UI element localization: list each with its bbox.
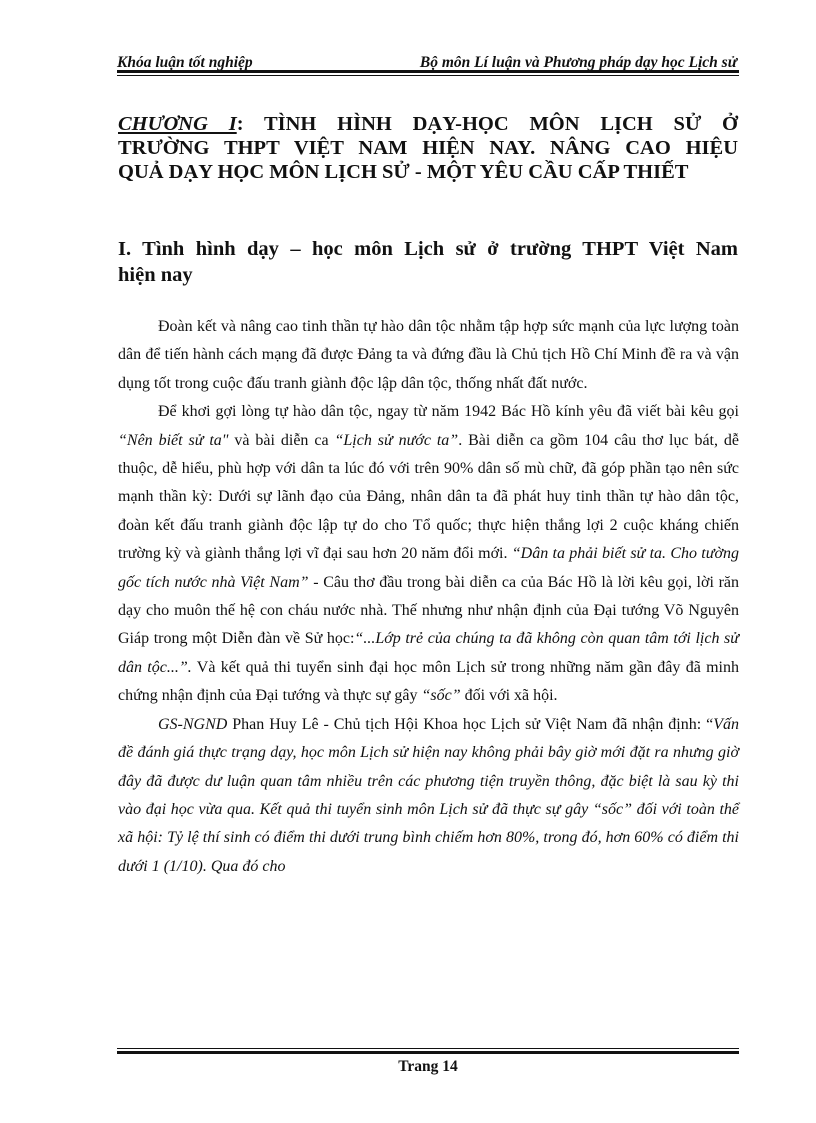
paragraph-2 bbox=[118, 398, 739, 710]
chapter-title bbox=[118, 112, 738, 184]
body-text bbox=[118, 313, 739, 881]
p2-text-c: và bài diễn ca bbox=[228, 431, 335, 449]
p2-text-e: . Bài diễn ca gồm 104 câu thơ lục bát, dễ thuộc, dễ hiểu, phù hợp với dân ta lúc đó với trên 90% dân số mù chữ, đã góp phần tạo nên sức mạnh thần kỳ: Dưới sự lãnh đạo của Đảng, nhân dân ta đã phát huy tinh thần tự hào dân tộc, đoàn kết đấu tranh giành độc lập tự do cho Tổ quốc; thực hiện thắng lợi 2 cuộc kháng chiến trường kỳ và giành thắng lợi vĩ đại sau hơn 20 năm đổi mới. bbox=[118, 431, 740, 563]
running-header bbox=[117, 48, 737, 72]
chapter-title-line-1-rest: : TÌNH HÌNH DẠY-HỌC MÔN LỊCH SỬ Ở bbox=[236, 113, 739, 135]
chapter-title-line-1 bbox=[118, 112, 738, 136]
chapter-label: CHƯƠNG I bbox=[118, 113, 237, 135]
p3-quote: Vấn đề đánh giá thực trạng dạy, học môn Lịch sử hiện nay không phải bây giờ mới đặt ra nhưng giờ đây đã được dư luận quan tâm nhiều trên các phương tiện truyền thông, đặc biệt là sau kỳ thi vào đại học vừa qua. Kết quả thi tuyển sinh môn Lịch sử đã thực sự gây “sốc” đối với toàn thể xã hội: Tỷ lệ thí sinh có điểm thi dưới trung bình chiếm hơn 80%, trong đó, hơn 60% có điểm thi dưới 1 (1/10). Qua đó cho bbox=[118, 715, 739, 875]
header-right-department: Bộ môn Lí luận và Phương pháp dạy học Lịch sử bbox=[419, 54, 737, 71]
p3-title-gs-ngnd: GS-NGND bbox=[158, 715, 228, 733]
paragraph-3 bbox=[118, 711, 739, 881]
p2-text-a: Để khơi gợi lòng tự hào dân tộc, ngay từ năm 1942 Bác Hồ kính yêu đã viết bài kêu gọi bbox=[158, 403, 739, 421]
section-heading bbox=[118, 236, 738, 288]
p2-text-k: đối với xã hội. bbox=[460, 687, 558, 705]
p2-quote-lop-tre: “...Lớp trẻ của chúng ta đã không còn quan tâm tới lịch sử dân tộc...”. bbox=[118, 630, 740, 676]
footer-rule-thin bbox=[117, 1048, 739, 1049]
header-rule-thin bbox=[117, 75, 739, 76]
p2-quote-soc: “sốc” bbox=[421, 687, 461, 705]
header-rule-thick bbox=[117, 70, 739, 73]
footer-rule-thick bbox=[117, 1051, 739, 1054]
paragraph-1: Đoàn kết và nâng cao tinh thần tự hào dân tộc nhằm tập hợp sức mạnh của lực lượng toàn dân để tiến hành cách mạng đã được Đảng ta và đứng đầu là Chủ tịch Hồ Chí Minh đề ra và vận dụng tốt trong cuộc đấu tranh giành độc lập dân tộc, thống nhất đất nước. bbox=[118, 318, 739, 392]
section-heading-line-1: I. Tình hình dạy – học môn Lịch sử ở trường THPT Việt Nam bbox=[118, 238, 738, 260]
chapter-title-line-2: TRƯỜNG THPT VIỆT NAM HIỆN NAY. NÂNG CAO HIỆU bbox=[118, 137, 738, 159]
header-left-title: Khóa luận tốt nghiệp bbox=[117, 54, 253, 71]
p3-text-b: Phan Huy Lê - Chủ tịch Hội Khoa học Lịch sử Việt Nam đã nhận định: “ bbox=[227, 715, 714, 733]
p2-quote-lich-su-nuoc-ta: “Lịch sử nước ta” bbox=[334, 431, 459, 449]
p2-text-g: - Câu thơ đầu trong bài diễn ca của Bác Hồ là lời kêu gọi, lời răn dạy cho muôn thế hệ con cháu nước nhà. Thế nhưng như nhận định của Đại tướng Võ Nguyên Giáp trong một Diễn đàn về Sử học: bbox=[118, 573, 739, 648]
chapter-title-line-3: QUẢ DẠY HỌC MÔN LỊCH SỬ - MỘT YÊU CẦU CẤP THIẾT bbox=[118, 161, 689, 183]
page-number: Trang 14 bbox=[398, 1058, 458, 1075]
p2-quote-nen-biet-su-ta: “Nên biết sử ta" bbox=[118, 431, 229, 449]
p2-quote-dan-ta: “Dân ta phải biết sử ta. Cho tường gốc tích nước nhà Việt Nam” bbox=[118, 545, 739, 591]
section-heading-line-2: hiện nay bbox=[118, 264, 193, 286]
p2-text-i: Và kết quả thi tuyển sinh đại học môn Lịch sử trong những năm gần đây đã minh chứng nhận định của Đại tướng và thực sự gây bbox=[118, 658, 740, 705]
